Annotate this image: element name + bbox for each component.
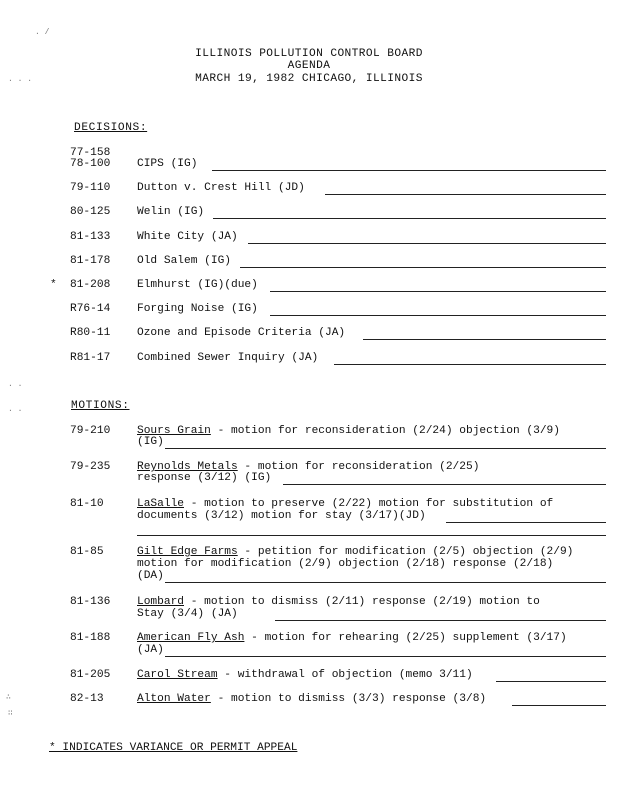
decision-text: Ozone and Episode Criteria (JA) <box>137 327 346 339</box>
decision-number: 80-125 <box>70 206 111 218</box>
signature-line <box>446 522 606 523</box>
scan-mark: . . . <box>8 75 33 84</box>
scan-mark: ∴ <box>6 693 11 702</box>
case-name: Gilt Edge Farms <box>137 546 238 558</box>
decision-text: Dutton v. Crest Hill (JD) <box>137 182 305 194</box>
signature-line <box>165 582 606 583</box>
decision-number: 81-208 <box>70 279 111 291</box>
motion-number: 79-235 <box>70 461 111 473</box>
motion-text: Carol Stream - withdrawal of objection (memo 3/11) <box>137 669 473 681</box>
motion-text-cont: motion for modification (2/9) objection (2/18) response (2/18) <box>137 558 554 570</box>
decisions-heading: DECISIONS: <box>74 122 148 134</box>
motion-number: 79-210 <box>70 425 111 437</box>
decision-number: 81-133 <box>70 231 111 243</box>
footer-note: * INDICATES VARIANCE OR PERMIT APPEAL <box>49 742 298 754</box>
signature-line <box>248 243 606 244</box>
case-name: Sours Grain <box>137 425 211 437</box>
signature-line <box>213 218 606 219</box>
signature-line <box>240 267 606 268</box>
decision-number: R76-14 <box>70 303 111 315</box>
signature-line <box>512 705 606 706</box>
motions-heading: MOTIONS: <box>71 400 130 412</box>
decision-number: R80-11 <box>70 327 111 339</box>
case-name: American Fly Ash <box>137 632 245 644</box>
motion-text: Alton Water - motion to dismiss (3/3) response (3/8) <box>137 693 487 705</box>
case-name: Lombard <box>137 596 184 608</box>
case-name: Carol Stream <box>137 669 218 681</box>
motion-text-cont: Stay (3/4) (JA) <box>137 608 238 620</box>
decision-number: R81-17 <box>70 352 111 364</box>
signature-line <box>270 291 606 292</box>
motion-text-cont: (DA) <box>137 570 164 582</box>
decision-text: CIPS (IG) <box>137 158 198 170</box>
signature-line <box>270 315 606 316</box>
signature-line <box>496 681 606 682</box>
scan-mark: ∷ <box>8 709 13 718</box>
motion-text-cont: (IG) <box>137 436 164 448</box>
motion-text: Gilt Edge Farms - petition for modification (2/5) objection (2/9) <box>137 546 574 558</box>
agenda-label: AGENDA <box>287 60 331 72</box>
case-name: LaSalle <box>137 498 184 510</box>
signature-line <box>325 194 606 195</box>
decision-number: 79-110 <box>70 182 111 194</box>
signature-line <box>212 170 606 171</box>
variance-asterisk: * <box>50 279 57 291</box>
signature-line <box>363 339 606 340</box>
motion-number: 81-85 <box>70 546 104 558</box>
motion-number: 81-205 <box>70 669 111 681</box>
motion-text-cont: response (3/12) (IG) <box>137 472 272 484</box>
motion-text-cont: (JA) <box>137 644 164 656</box>
signature-line <box>165 656 606 657</box>
decision-number: 81-178 <box>70 255 111 267</box>
decision-text: Welin (IG) <box>137 206 205 218</box>
decision-number: 77-158 <box>70 147 111 159</box>
motion-number: 81-188 <box>70 632 111 644</box>
scan-mark: . / <box>35 28 50 37</box>
motion-text: American Fly Ash - motion for rehearing (2/25) supplement (3/17) <box>137 632 567 644</box>
signature-line <box>137 535 606 536</box>
decision-text: Combined Sewer Inquiry (JA) <box>137 352 319 364</box>
decision-number: 78-100 <box>70 158 111 170</box>
motion-text: Sours Grain - motion for reconsideration (2/24) objection (3/9) <box>137 425 560 437</box>
meeting-date-location: MARCH 19, 1982 CHICAGO, ILLINOIS <box>195 73 423 85</box>
agency-title: ILLINOIS POLLUTION CONTROL BOARD <box>195 48 423 60</box>
decision-text: Forging Noise (IG) <box>137 303 258 315</box>
motion-text: LaSalle - motion to preserve (2/22) motion for substitution of <box>137 498 554 510</box>
decision-text: Elmhurst (IG)(due) <box>137 279 258 291</box>
signature-line <box>165 448 606 449</box>
case-name: Reynolds Metals <box>137 461 238 473</box>
signature-line <box>334 364 606 365</box>
case-name: Alton Water <box>137 693 211 705</box>
motion-number: 81-10 <box>70 498 104 510</box>
motion-text: Lombard - motion to dismiss (2/11) response (2/19) motion to <box>137 596 540 608</box>
scan-mark: . . <box>8 380 23 389</box>
signature-line <box>283 484 606 485</box>
motion-text-cont: documents (3/12) motion for stay (3/17)(JD) <box>137 510 426 522</box>
scan-mark: . . <box>8 405 23 414</box>
signature-line <box>275 620 606 621</box>
decision-text: White City (JA) <box>137 231 238 243</box>
decision-text: Old Salem (IG) <box>137 255 231 267</box>
motion-number: 82-13 <box>70 693 104 705</box>
motion-number: 81-136 <box>70 596 111 608</box>
motion-text: Reynolds Metals - motion for reconsideration (2/25) <box>137 461 480 473</box>
